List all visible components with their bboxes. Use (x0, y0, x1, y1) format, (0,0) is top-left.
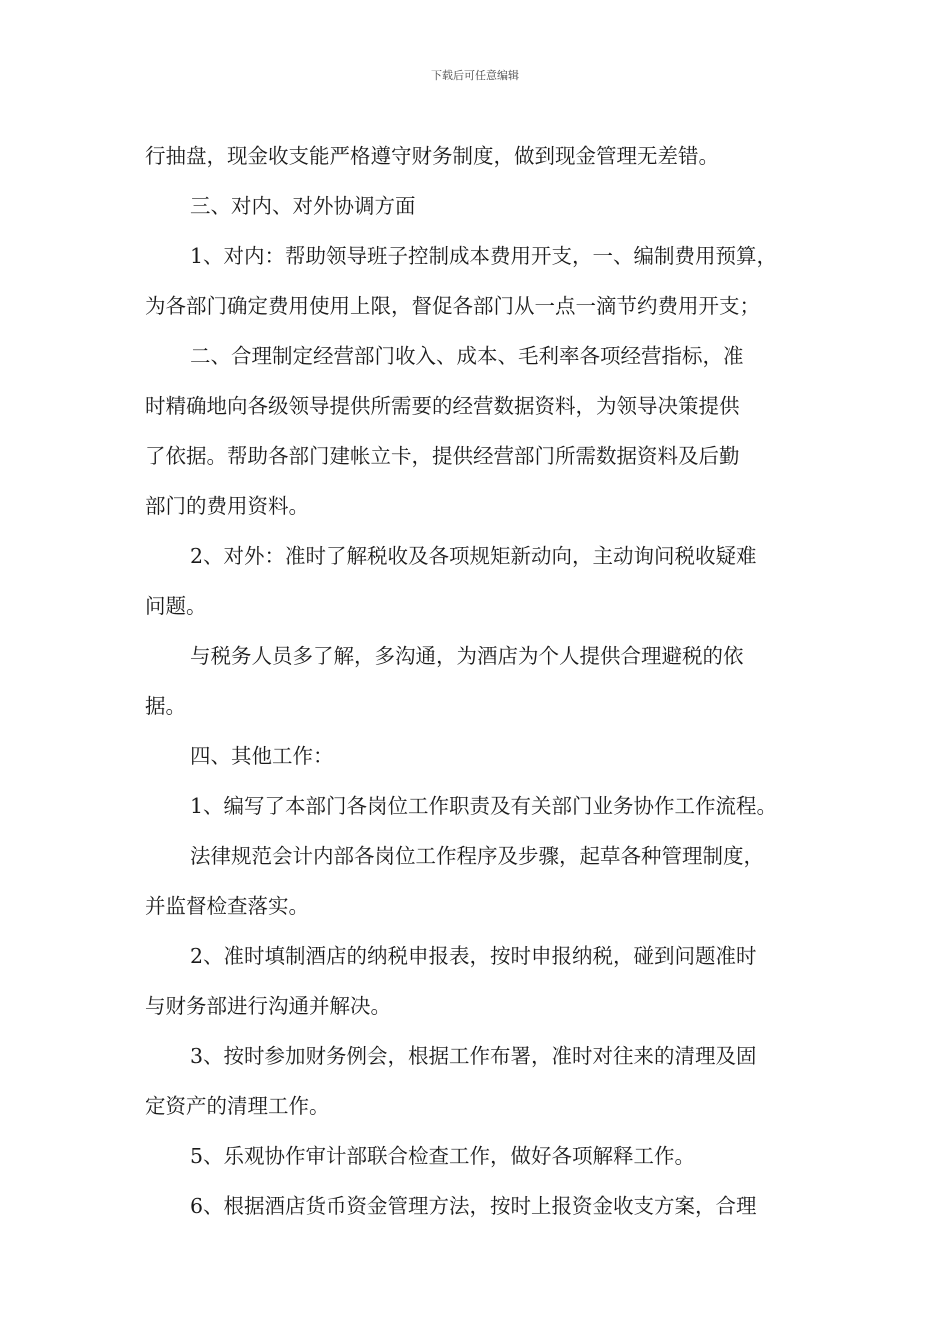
text-line: 二、合理制定经营部门收入、成本、毛利率各项经营指标，准 (190, 344, 744, 368)
text-line: 定资产的清理工作。 (145, 1094, 330, 1118)
text-line: 据。 (145, 694, 186, 718)
document-body (145, 131, 815, 1231)
text-line: 为各部门确定费用使用上限，督促各部门从一点一滴节约费用开支； (145, 294, 760, 318)
text-line: 四、其他工作： (190, 744, 334, 768)
text-line: 与税务人员多了解，多沟通，为酒店为个人提供合理避税的依 (190, 644, 744, 668)
text-line: 部门的费用资料。 (145, 494, 309, 518)
text-line: 与财务部进行沟通并解决。 (145, 994, 391, 1018)
text-line: 问题。 (145, 594, 207, 618)
text-line: 2、准时填制酒店的纳税申报表，按时申报纳税，碰到问题准时 (190, 944, 757, 968)
text-line: 时精确地向各级领导提供所需要的经营数据资料，为领导决策提供 (145, 394, 740, 418)
text-line: 行抽盘，现金收支能严格遵守财务制度，做到现金管理无差错。 (145, 144, 719, 168)
text-line: 3、按时参加财务例会，根据工作布署，准时对往来的清理及固 (190, 1044, 757, 1068)
text-line: 1、对内：帮助领导班子控制成本费用开支，一、编制费用预算， (190, 244, 778, 268)
text-line: 法律规范会计内部各岗位工作程序及步骤，起草各种管理制度， (190, 844, 764, 868)
page-header: 下载后可任意编辑 (431, 69, 519, 82)
text-line: 了依据。帮助各部门建帐立卡，提供经营部门所需数据资料及后勤 (145, 444, 740, 468)
text-line: 5、乐观协作审计部联合检查工作，做好各项解释工作。 (190, 1144, 696, 1168)
text-line: 1、编写了本部门各岗位工作职责及有关部门业务协作工作流程。 (190, 794, 778, 818)
text-line: 6、根据酒店货币资金管理方法，按时上报资金收支方案，合理 (190, 1194, 757, 1218)
text-line: 并监督检查落实。 (145, 894, 309, 918)
text-line: 三、对内、对外协调方面 (190, 194, 416, 218)
text-line: 2、对外：准时了解税收及各项规矩新动向，主动询问税收疑难 (190, 544, 757, 568)
